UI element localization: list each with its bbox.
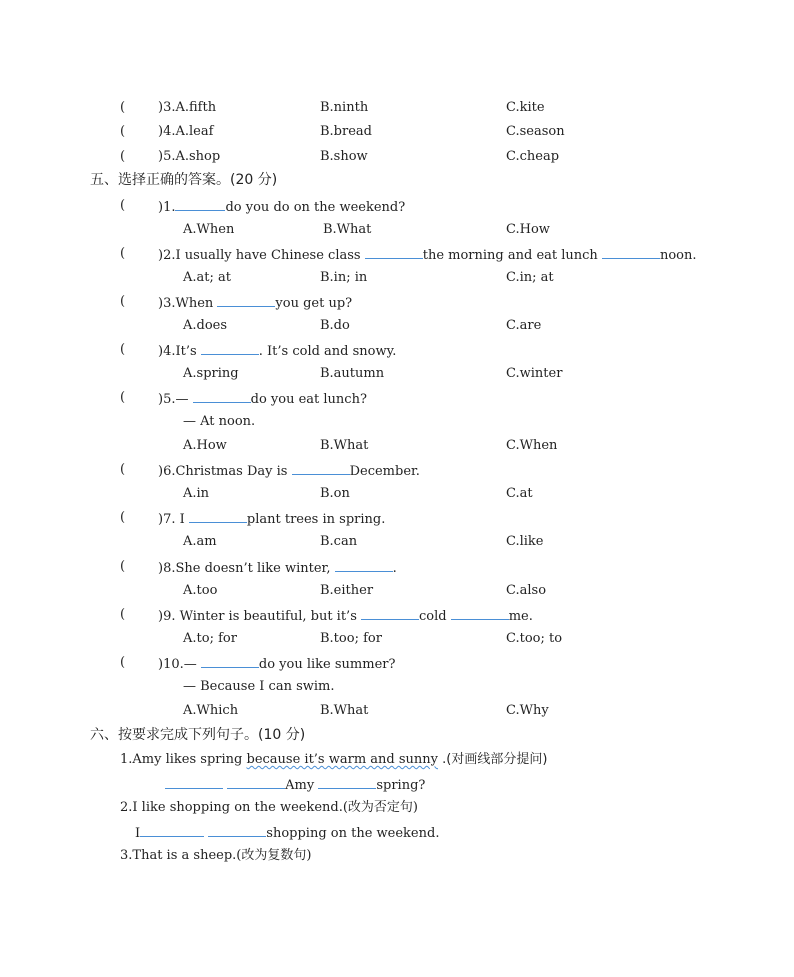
option-b: B.ninth — [320, 100, 369, 115]
answer-blank[interactable] — [189, 510, 247, 523]
option-a: A.to; for — [183, 631, 237, 646]
option-b: B.on — [320, 486, 350, 501]
answer-blank[interactable] — [208, 824, 266, 837]
question-8: )8.She doesn’t like winter, . — [158, 561, 397, 576]
dialog-answer: — At noon. — [183, 414, 256, 429]
option-a: A.When — [183, 222, 235, 237]
rewrite-1-answer: Amy spring? — [165, 776, 425, 794]
option-a: A.shop — [175, 149, 221, 164]
option-a: A.Which — [183, 703, 239, 718]
answer-blank[interactable] — [335, 559, 393, 572]
question-4: )4.It’s . It’s cold and snowy. — [158, 344, 397, 359]
option-b: B.What — [320, 703, 369, 718]
question-3: )3.When you get up? — [158, 296, 353, 311]
paren-open: ( — [120, 100, 126, 115]
option-b: B.either — [320, 583, 374, 598]
option-c: C.cheap — [506, 149, 560, 164]
section-6-title: 六、按要求完成下列句子。(10 分) — [90, 727, 306, 743]
answer-blank[interactable] — [201, 655, 259, 668]
option-c: C.too; to — [506, 631, 563, 646]
option-b: B.What — [320, 438, 369, 453]
option-b: B.autumn — [320, 366, 385, 381]
question-7: )7. I plant trees in spring. — [158, 512, 386, 527]
rewrite-2: 2.I like shopping on the weekend.(改为否定句) — [120, 800, 418, 815]
answer-blank[interactable] — [201, 342, 259, 355]
option-c: C.Why — [506, 703, 549, 718]
rewrite-3: 3.That is a sheep.(改为复数句) — [120, 848, 312, 863]
question-6: )6.Christmas Day is December. — [158, 464, 420, 479]
option-a: A.fifth — [175, 100, 217, 115]
option-b: B.do — [320, 318, 350, 333]
question-number: )3.A.fifth — [158, 100, 217, 115]
answer-blank[interactable] — [175, 198, 225, 211]
option-c: C.When — [506, 438, 558, 453]
option-c: C.season — [506, 124, 565, 139]
answer-blank[interactable] — [217, 294, 275, 307]
paren-open: ( — [120, 124, 126, 139]
section-5-title: 五、选择正确的答案。(20 分) — [90, 172, 278, 188]
option-b: B.show — [320, 149, 368, 164]
option-a: A.am — [183, 534, 217, 549]
paren-open: ( — [120, 342, 126, 357]
option-c: C.like — [506, 534, 544, 549]
answer-blank[interactable] — [140, 824, 204, 837]
option-a: A.does — [183, 318, 228, 333]
option-b: B.bread — [320, 124, 372, 139]
answer-blank[interactable] — [227, 776, 285, 789]
paren-open: ( — [120, 198, 126, 213]
option-c: C.also — [506, 583, 547, 598]
question-10: )10.— do you like summer? — [158, 657, 396, 672]
paren-open: ( — [120, 246, 126, 261]
option-c: C.at — [506, 486, 533, 501]
rewrite-1: 1.Amy likes spring because it’s warm and sunny .(对画线部分提问) — [120, 752, 548, 767]
question-1: )1. do you do on the weekend? — [158, 200, 406, 215]
option-b: B.in; in — [320, 270, 368, 285]
option-a: A.in — [183, 486, 210, 501]
option-c: C.in; at — [506, 270, 554, 285]
option-a: A.leaf — [175, 124, 214, 139]
option-c: C.kite — [506, 100, 545, 115]
answer-blank[interactable] — [365, 246, 423, 259]
question-9: )9. Winter is beautiful, but it’s cold me. — [158, 609, 533, 624]
answer-blank[interactable] — [361, 607, 419, 620]
option-c: C.winter — [506, 366, 563, 381]
option-b: B.What — [323, 222, 372, 237]
option-b: B.too; for — [320, 631, 382, 646]
question-number: )5.A.shop — [158, 149, 221, 164]
option-a: A.How — [183, 438, 227, 453]
paren-open: ( — [120, 559, 126, 574]
paren-open: ( — [120, 462, 126, 477]
question-2: )2.I usually have Chinese class the morning and eat lunch noon. — [158, 248, 697, 263]
answer-blank[interactable] — [451, 607, 509, 620]
answer-blank[interactable] — [292, 462, 350, 475]
option-a: A.too — [183, 583, 218, 598]
rewrite-2-answer: I shopping on the weekend. — [135, 826, 440, 841]
option-a: A.at; at — [183, 270, 231, 285]
option-c: C.are — [506, 318, 542, 333]
paren-open: ( — [120, 655, 126, 670]
answer-blank[interactable] — [318, 776, 376, 789]
paren-open: ( — [120, 510, 126, 525]
underlined-phrase: because it’s warm and sunny — [246, 752, 438, 767]
question-number: )4.A.leaf — [158, 124, 214, 139]
answer-blank[interactable] — [193, 390, 251, 403]
question-5: )5.— do you eat lunch? — [158, 392, 367, 407]
option-c: C.How — [506, 222, 550, 237]
option-a: A.spring — [183, 366, 239, 381]
option-b: B.can — [320, 534, 358, 549]
paren-open: ( — [120, 294, 126, 309]
paren-open: ( — [120, 607, 126, 622]
dialog-answer: — Because I can swim. — [183, 679, 335, 694]
answer-blank[interactable] — [165, 776, 223, 789]
paren-open: ( — [120, 149, 126, 164]
paren-open: ( — [120, 390, 126, 405]
answer-blank[interactable] — [602, 246, 660, 259]
